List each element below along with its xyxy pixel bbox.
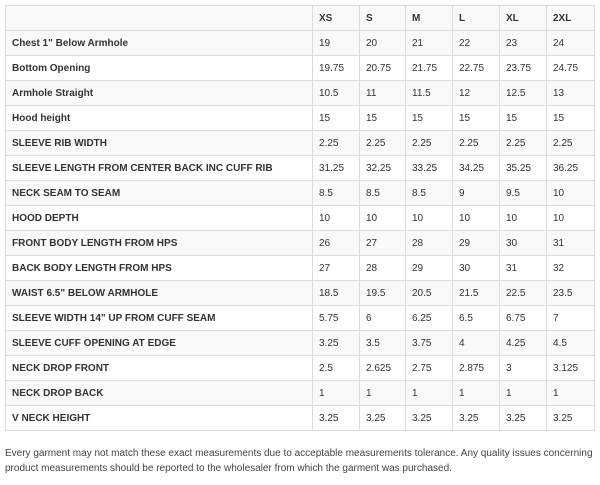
- measurement-cell: 4: [453, 331, 500, 356]
- table-row: [6, 131, 595, 156]
- row-label: NECK DROP FRONT: [6, 356, 313, 381]
- measurement-cell: 2.875: [453, 356, 500, 381]
- measurement-cell: 12.5: [500, 81, 547, 106]
- row-label: WAIST 6.5" BELOW ARMHOLE: [6, 281, 313, 306]
- measurement-cell: 4.25: [500, 331, 547, 356]
- measurement-cell: 8.5: [406, 181, 453, 206]
- measurement-cell: 31: [547, 231, 595, 256]
- table-row: [6, 356, 595, 381]
- measurement-cell: 1: [360, 381, 406, 406]
- table-row: [6, 156, 595, 181]
- measurement-cell: 10: [547, 181, 595, 206]
- measurement-cell: 29: [453, 231, 500, 256]
- measurement-cell: 8.5: [313, 181, 360, 206]
- measurement-cell: 22: [453, 31, 500, 56]
- measurement-cell: 1: [406, 381, 453, 406]
- header-cell-size: 2XL: [547, 6, 595, 31]
- table-row: [6, 406, 595, 431]
- row-label: SLEEVE LENGTH FROM CENTER BACK INC CUFF RIB: [6, 156, 313, 181]
- measurement-cell: 24: [547, 31, 595, 56]
- table-row: [6, 306, 595, 331]
- row-label: V NECK HEIGHT: [6, 406, 313, 431]
- measurement-cell: 19.5: [360, 281, 406, 306]
- measurement-cell: 30: [500, 231, 547, 256]
- row-label: Bottom Opening: [6, 56, 313, 81]
- measurement-cell: 19: [313, 31, 360, 56]
- measurement-cell: 15: [453, 106, 500, 131]
- measurement-cell: 15: [547, 106, 595, 131]
- measurement-cell: 18.5: [313, 281, 360, 306]
- header-cell-size: S: [360, 6, 406, 31]
- table-row: [6, 31, 595, 56]
- measurement-cell: 21: [406, 31, 453, 56]
- row-label: BACK BODY LENGTH FROM HPS: [6, 256, 313, 281]
- measurement-cell: 3.25: [453, 406, 500, 431]
- row-label: SLEEVE WIDTH 14" UP FROM CUFF SEAM: [6, 306, 313, 331]
- measurement-cell: 28: [360, 256, 406, 281]
- measurement-cell: 3.25: [406, 406, 453, 431]
- measurement-cell: 6.25: [406, 306, 453, 331]
- row-label: NECK SEAM TO SEAM: [6, 181, 313, 206]
- measurement-cell: 10: [313, 206, 360, 231]
- table-row: [6, 231, 595, 256]
- row-label: SLEEVE CUFF OPENING AT EDGE: [6, 331, 313, 356]
- table-row: [6, 381, 595, 406]
- measurement-cell: 3.125: [547, 356, 595, 381]
- measurement-cell: 5.75: [313, 306, 360, 331]
- measurement-cell: 2.25: [406, 131, 453, 156]
- measurement-cell: 32.25: [360, 156, 406, 181]
- row-label: HOOD DEPTH: [6, 206, 313, 231]
- measurement-cell: 10: [547, 206, 595, 231]
- measurement-cell: 2.25: [500, 131, 547, 156]
- row-label: NECK DROP BACK: [6, 381, 313, 406]
- measurement-cell: 3.25: [547, 406, 595, 431]
- measurement-cell: 10: [360, 206, 406, 231]
- measurement-cell: 21.75: [406, 56, 453, 81]
- measurement-cell: 11: [360, 81, 406, 106]
- measurement-cell: 2.25: [547, 131, 595, 156]
- measurement-cell: 20.75: [360, 56, 406, 81]
- measurement-cell: 3.25: [313, 406, 360, 431]
- measurement-cell: 31: [500, 256, 547, 281]
- measurement-cell: 27: [313, 256, 360, 281]
- header-cell-size: M: [406, 6, 453, 31]
- header-cell-size: L: [453, 6, 500, 31]
- measurement-cell: 2.25: [313, 131, 360, 156]
- table-body: [6, 31, 595, 431]
- measurement-cell: 2.75: [406, 356, 453, 381]
- measurement-cell: 35.25: [500, 156, 547, 181]
- measurement-cell: 32: [547, 256, 595, 281]
- measurement-cell: 21.5: [453, 281, 500, 306]
- measurement-cell: 20: [360, 31, 406, 56]
- measurement-cell: 3.5: [360, 331, 406, 356]
- measurement-cell: 12: [453, 81, 500, 106]
- measurement-cell: 15: [500, 106, 547, 131]
- measurement-cell: 9: [453, 181, 500, 206]
- measurement-cell: 6.75: [500, 306, 547, 331]
- measurement-cell: 22.5: [500, 281, 547, 306]
- measurement-cell: 1: [547, 381, 595, 406]
- row-label: Chest 1" Below Armhole: [6, 31, 313, 56]
- measurement-cell: 10: [500, 206, 547, 231]
- measurement-cell: 6.5: [453, 306, 500, 331]
- measurement-cell: 10: [453, 206, 500, 231]
- table-row: [6, 106, 595, 131]
- measurement-cell: 15: [406, 106, 453, 131]
- measurement-cell: 34.25: [453, 156, 500, 181]
- measurement-cell: 4.5: [547, 331, 595, 356]
- measurement-cell: 23.75: [500, 56, 547, 81]
- table-row: [6, 331, 595, 356]
- measurement-cell: 1: [500, 381, 547, 406]
- table-row: [6, 281, 595, 306]
- measurement-cell: 3.25: [500, 406, 547, 431]
- header-cell-size: XS: [313, 6, 360, 31]
- measurement-cell: 6: [360, 306, 406, 331]
- table-row: [6, 206, 595, 231]
- size-chart-table: [5, 5, 595, 431]
- header-cell-measurement: [6, 6, 313, 31]
- table-row: [6, 56, 595, 81]
- measurement-cell: 1: [453, 381, 500, 406]
- measurement-cell: 13: [547, 81, 595, 106]
- measurement-cell: 3.25: [360, 406, 406, 431]
- measurement-cell: 23: [500, 31, 547, 56]
- measurement-cell: 36.25: [547, 156, 595, 181]
- measurement-cell: 24.75: [547, 56, 595, 81]
- measurement-cell: 3.75: [406, 331, 453, 356]
- measurement-cell: 10.5: [313, 81, 360, 106]
- measurement-cell: 9.5: [500, 181, 547, 206]
- measurement-cell: 20.5: [406, 281, 453, 306]
- measurement-cell: 23.5: [547, 281, 595, 306]
- measurement-cell: 2.5: [313, 356, 360, 381]
- table-row: [6, 256, 595, 281]
- measurement-cell: 33.25: [406, 156, 453, 181]
- measurement-cell: 10: [406, 206, 453, 231]
- measurement-cell: 26: [313, 231, 360, 256]
- measurement-cell: 3: [500, 356, 547, 381]
- table-header-row: [6, 6, 595, 31]
- measurement-cell: 7: [547, 306, 595, 331]
- measurement-cell: 11.5: [406, 81, 453, 106]
- measurement-cell: 30: [453, 256, 500, 281]
- measurement-cell: 2.25: [453, 131, 500, 156]
- table-row: [6, 81, 595, 106]
- measurement-cell: 3.25: [313, 331, 360, 356]
- measurement-cell: 15: [360, 106, 406, 131]
- measurement-cell: 22.75: [453, 56, 500, 81]
- table-row: [6, 181, 595, 206]
- measurement-cell: 29: [406, 256, 453, 281]
- measurement-cell: 28: [406, 231, 453, 256]
- measurement-cell: 31.25: [313, 156, 360, 181]
- measurement-cell: 1: [313, 381, 360, 406]
- row-label: Armhole Straight: [6, 81, 313, 106]
- row-label: SLEEVE RIB WIDTH: [6, 131, 313, 156]
- measurement-cell: 2.25: [360, 131, 406, 156]
- measurement-cell: 15: [313, 106, 360, 131]
- measurement-cell: 19.75: [313, 56, 360, 81]
- row-label: FRONT BODY LENGTH FROM HPS: [6, 231, 313, 256]
- measurement-cell: 27: [360, 231, 406, 256]
- header-cell-size: XL: [500, 6, 547, 31]
- row-label: Hood height: [6, 106, 313, 131]
- tolerance-note: Every garment may not match these exact measurements due to acceptable measurements tolerance. Any quality issues concerning product measurements should be reported to the wholesaler from which the garment was purchased.: [5, 448, 593, 474]
- measurement-cell: 2.625: [360, 356, 406, 381]
- measurement-cell: 8.5: [360, 181, 406, 206]
